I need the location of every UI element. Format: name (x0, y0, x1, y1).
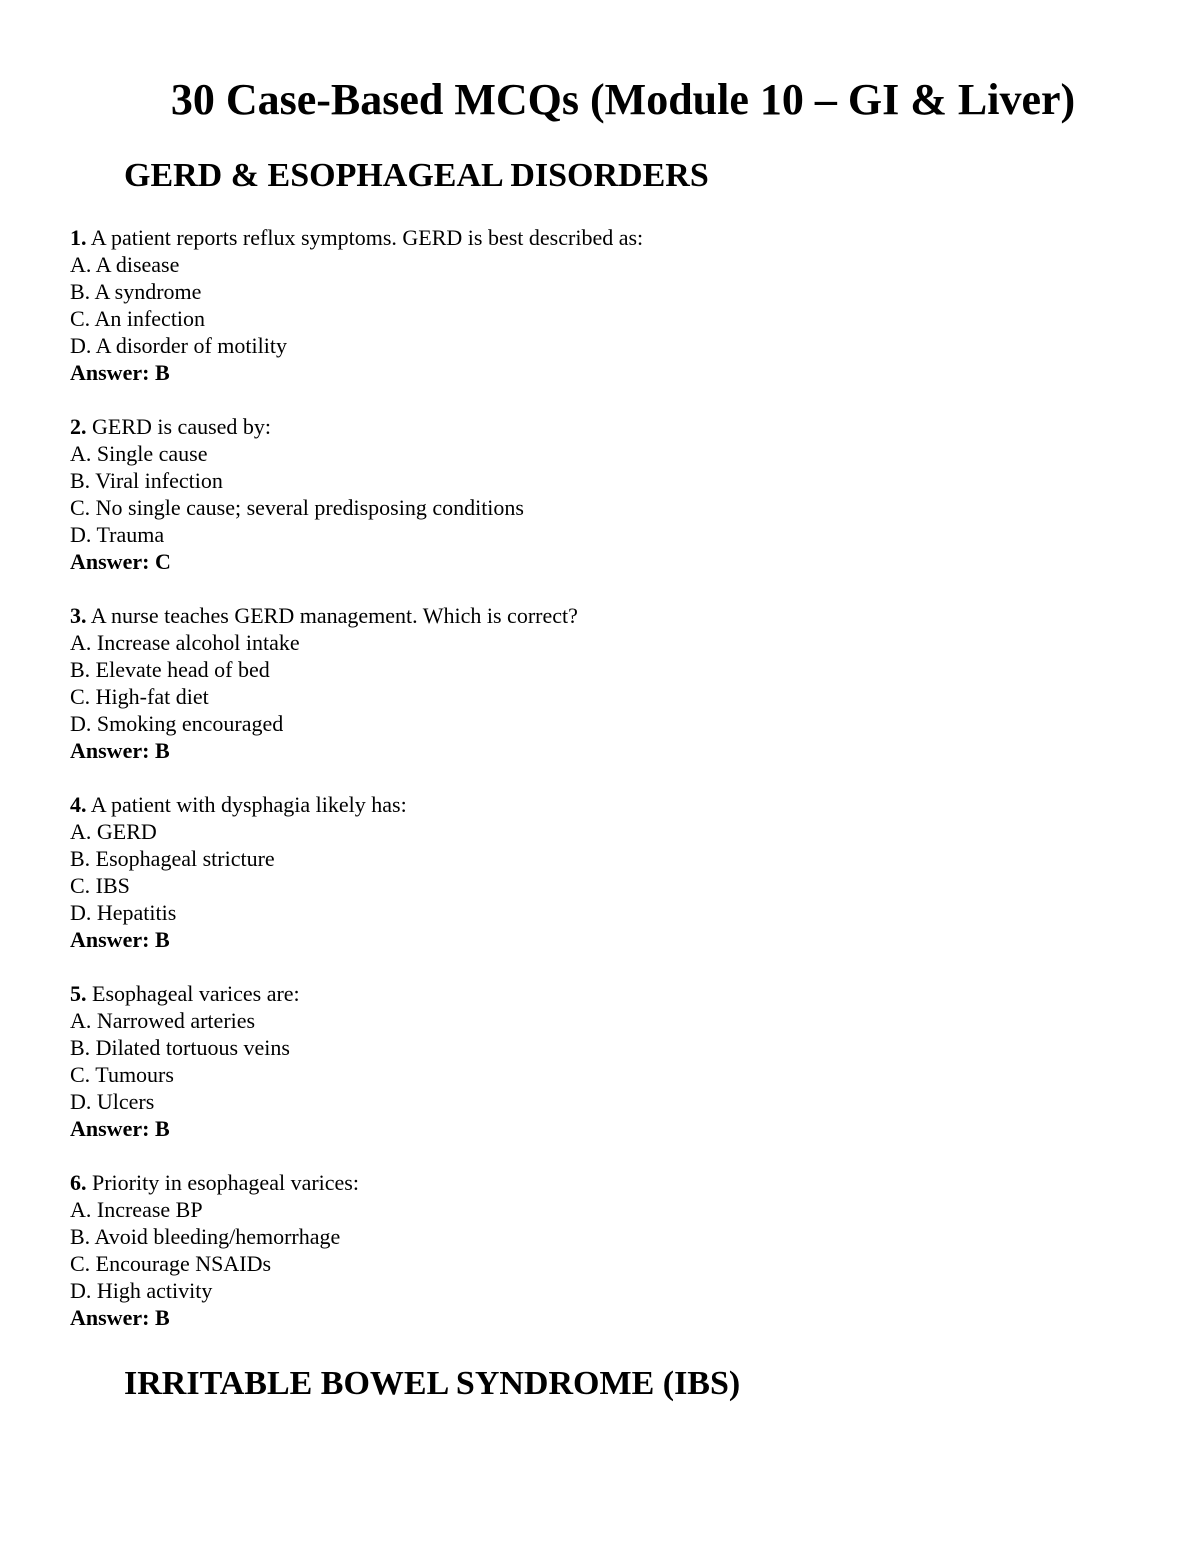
section-heading-ibs: IRRITABLE BOWEL SYNDROME (IBS) (124, 1365, 741, 1402)
option-b: B. Dilated tortuous veins (70, 1035, 290, 1060)
option-c: C. Tumours (70, 1062, 174, 1087)
option-c: C. High-fat diet (70, 684, 209, 709)
option-a: A. Increase alcohol intake (70, 630, 300, 655)
question-text: A patient reports reflux symptoms. GERD is best described as: (90, 225, 644, 250)
question-stem (70, 980, 1070, 1007)
question-number: 1. (70, 225, 87, 250)
answer-label: Answer: (70, 360, 150, 385)
answer-line (70, 359, 1070, 386)
question-2 (70, 413, 1070, 575)
question-stem (70, 602, 1070, 629)
option-a: A. Narrowed arteries (70, 1008, 256, 1033)
page-title: 30 Case-Based MCQs (Module 10 – GI & Liver) (170, 75, 1076, 124)
answer-label: Answer: (70, 1116, 150, 1141)
question-4 (70, 791, 1070, 953)
option-d: D. Hepatitis (70, 900, 177, 925)
option-c: C. Encourage NSAIDs (70, 1251, 272, 1276)
option-a: A. GERD (70, 819, 157, 844)
answer-label: Answer: (70, 549, 150, 574)
option-d: D. High activity (70, 1278, 213, 1303)
option-c: C. An infection (70, 306, 206, 331)
answer-value: B (154, 1305, 170, 1330)
section-heading-gerd: GERD & ESOPHAGEAL DISORDERS (124, 157, 709, 194)
question-number: 5. (70, 981, 87, 1006)
option-d: D. Ulcers (70, 1089, 155, 1114)
answer-line (70, 1115, 1070, 1142)
question-number: 2. (70, 414, 87, 439)
answer-label: Answer: (70, 738, 150, 763)
question-6 (70, 1169, 1070, 1331)
question-3 (70, 602, 1070, 764)
option-c: C. IBS (70, 873, 130, 898)
option-a: A. A disease (70, 252, 180, 277)
question-number: 3. (70, 603, 87, 628)
option-d: D. Trauma (70, 522, 165, 547)
option-b: B. Esophageal stricture (70, 846, 275, 871)
answer-line (70, 737, 1070, 764)
question-text: A nurse teaches GERD management. Which is correct? (90, 603, 578, 628)
question-stem (70, 1169, 1070, 1196)
answer-label: Answer: (70, 1305, 150, 1330)
answer-value: B (154, 360, 170, 385)
question-stem (70, 224, 1070, 251)
answer-value: C (154, 549, 171, 574)
question-number: 4. (70, 792, 87, 817)
answer-line (70, 1304, 1070, 1331)
question-1 (70, 224, 1070, 386)
option-c: C. No single cause; several predisposing conditions (70, 495, 524, 520)
option-b: B. Viral infection (70, 468, 223, 493)
answer-value: B (154, 1116, 170, 1141)
answer-line (70, 548, 1070, 575)
question-number: 6. (70, 1170, 87, 1195)
question-stem (70, 413, 1070, 440)
option-b: B. A syndrome (70, 279, 202, 304)
option-b: B. Avoid bleeding/hemorrhage (70, 1224, 341, 1249)
question-list (70, 224, 1070, 1358)
question-text: Esophageal varices are: (92, 981, 300, 1006)
option-a: A. Single cause (70, 441, 208, 466)
answer-line (70, 926, 1070, 953)
question-5 (70, 980, 1070, 1142)
question-text: GERD is caused by: (92, 414, 272, 439)
question-stem (70, 791, 1070, 818)
option-d: D. Smoking encouraged (70, 711, 284, 736)
answer-value: B (154, 738, 170, 763)
answer-label: Answer: (70, 927, 150, 952)
option-b: B. Elevate head of bed (70, 657, 270, 682)
answer-value: B (154, 927, 170, 952)
option-a: A. Increase BP (70, 1197, 203, 1222)
question-text: A patient with dysphagia likely has: (90, 792, 407, 817)
option-d: D. A disorder of motility (70, 333, 287, 358)
question-text: Priority in esophageal varices: (92, 1170, 359, 1195)
